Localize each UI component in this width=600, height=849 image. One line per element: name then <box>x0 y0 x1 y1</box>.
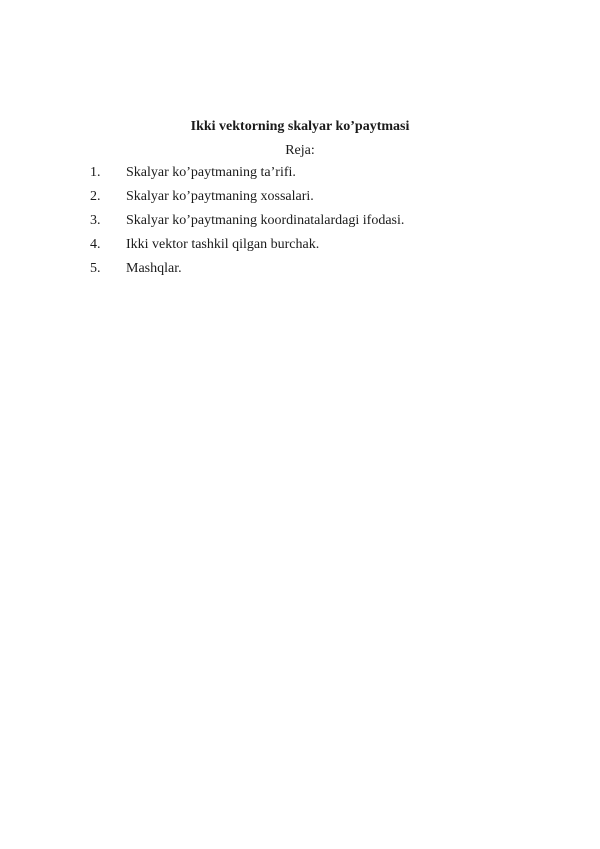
plan-item-number: 5. <box>90 261 101 276</box>
plan-item-text: Mashqlar. <box>126 261 182 276</box>
plan-item-2 <box>0 188 600 212</box>
plan-item-number: 1. <box>90 165 101 180</box>
plan-item-number: 2. <box>90 189 101 204</box>
plan-item-text: Skalyar ko’paytmaning ta’rifi. <box>126 165 296 180</box>
plan-item-number: 4. <box>90 237 101 252</box>
document-title: Ikki vektorning skalyar ko’paytmasi <box>190 119 410 134</box>
plan-item-1 <box>0 164 600 188</box>
plan-item-5 <box>0 260 600 284</box>
plan-item-text: Skalyar ko’paytmaning koordinatalardagi ifodasi. <box>126 213 405 228</box>
plan-item-4 <box>0 236 600 260</box>
plan-item-number: 3. <box>90 213 101 228</box>
plan-list <box>0 164 600 284</box>
plan-item-text: Ikki vektor tashkil qilgan burchak. <box>126 237 320 252</box>
plan-item-3 <box>0 212 600 236</box>
plan-item-text: Skalyar ko’paytmaning xossalari. <box>126 189 314 204</box>
plan-heading: Reja: <box>285 143 315 158</box>
